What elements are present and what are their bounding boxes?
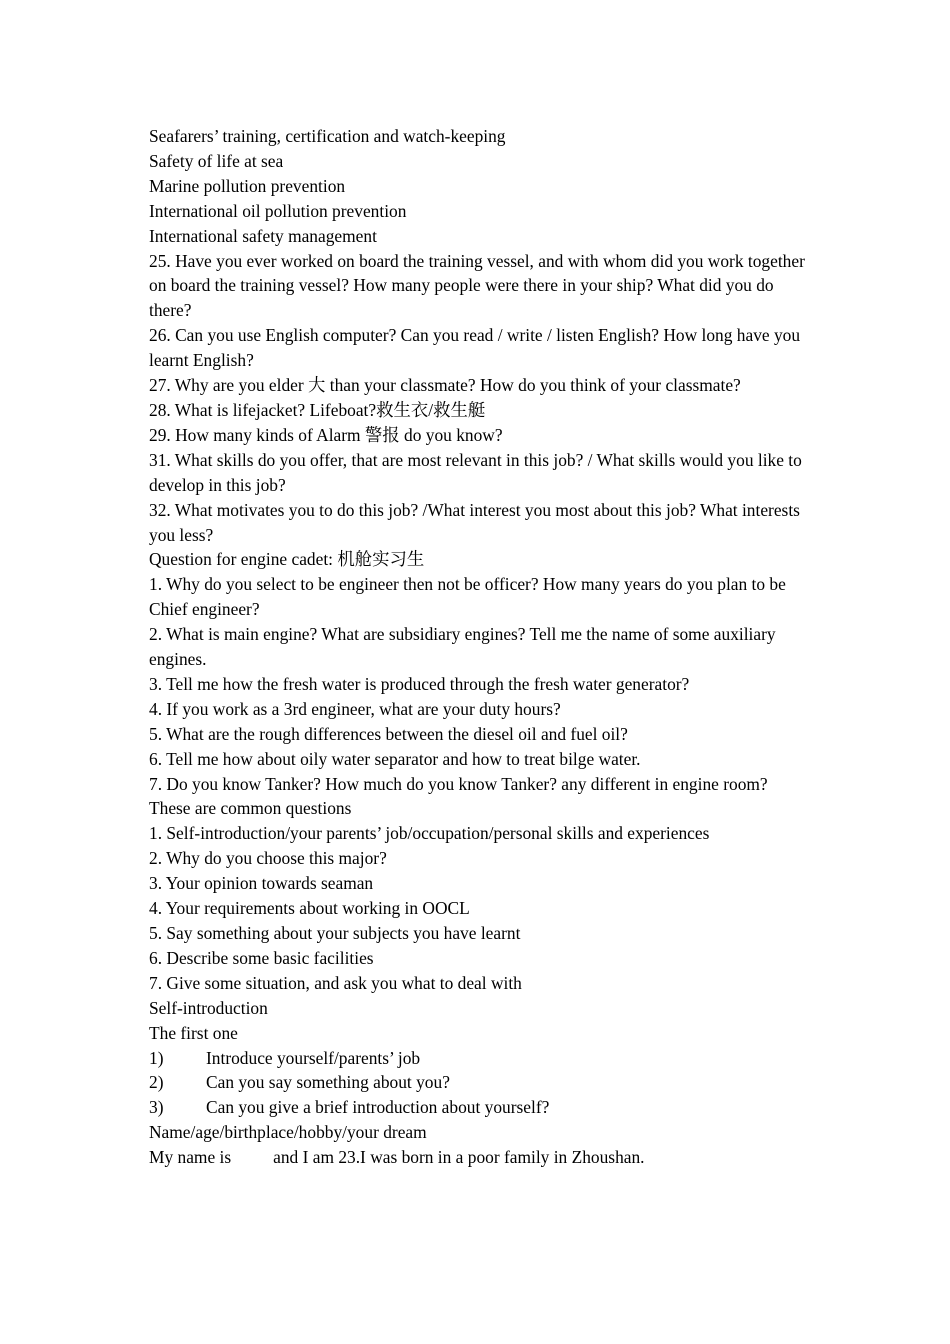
- intro-end: and I am 23.I was born in a poor family in Zhoushan.: [273, 1147, 645, 1168]
- engine-question-3: 3. Tell me how the fresh water is produced through the fresh water generator?: [149, 673, 690, 694]
- intro-start: My name is: [149, 1147, 232, 1168]
- engine-question-2: 2. What is main engine? What are subsidiary engines? Tell me the name of some auxiliary engines.: [149, 624, 776, 670]
- engine-question-1: 1. Why do you select to be engineer then not be officer? How many years do you plan to be Chief engineer?: [149, 574, 786, 620]
- common-question-2: 2. Why do you choose this major?: [149, 848, 387, 869]
- text-line: Seafarers’ training, certification and watch-keeping: [149, 126, 506, 146]
- list-item-number: 1): [149, 1047, 164, 1068]
- common-question-1: 1. Self-introduction/your parents’ job/occupation/personal skills and experiences: [149, 823, 710, 844]
- list-item: [149, 1095, 809, 1120]
- common-question-6: 6. Describe some basic facilities: [149, 947, 374, 968]
- list-item: [149, 1070, 809, 1095]
- question-31: 31. What skills do you offer, that are most relevant in this job? / What skills would you like to develop in this job?: [149, 449, 802, 495]
- section-heading-engine-cadet: Question for engine cadet: 机舱实习生: [149, 549, 425, 570]
- text-line: Safety of life at sea: [149, 150, 284, 171]
- common-question-3: 3. Your opinion towards seaman: [149, 873, 374, 894]
- question-32: 32. What motivates you to do this job? /What interest you most about this job? What interests you less?: [149, 499, 800, 545]
- list-item: [149, 1046, 809, 1071]
- list-item-number: 2): [149, 1072, 164, 1093]
- question-27: 27. Why are you elder 大 than your classmate? How do you think of your classmate?: [149, 375, 741, 396]
- common-question-7: 7. Give some situation, and ask you what to deal with: [149, 972, 522, 993]
- text-line: International oil pollution prevention: [149, 200, 407, 221]
- text-line: Marine pollution prevention: [149, 175, 346, 196]
- text-line: International safety management: [149, 225, 377, 246]
- common-question-4: 4. Your requirements about working in OOCL: [149, 898, 470, 919]
- question-26: 26. Can you use English computer? Can you read / write / listen English? How long have you learnt English?: [149, 325, 801, 371]
- section-heading-common-questions: These are common questions: [149, 798, 352, 819]
- document-body: [149, 124, 809, 1170]
- intro-topics: Name/age/birthplace/hobby/your dream: [149, 1122, 427, 1143]
- intro-sentence: [149, 1145, 809, 1170]
- list-item-text: Can you say something about you?: [206, 1072, 450, 1093]
- list-item-number: 3): [149, 1097, 164, 1118]
- common-question-5: 5. Say something about your subjects you have learnt: [149, 923, 521, 943]
- question-28: 28. What is lifejacket? Lifeboat?救生衣/救生艇: [149, 399, 486, 420]
- question-29: 29. How many kinds of Alarm 警报 do you know?: [149, 424, 503, 445]
- engine-question-7: 7. Do you know Tanker? How much do you know Tanker? any different in engine room?: [149, 773, 768, 794]
- question-25: 25. Have you ever worked on board the training vessel, and with whom did you work together on board the training vessel? How many people were there in your ship? What did you do there?: [149, 250, 805, 321]
- engine-question-4: 4. If you work as a 3rd engineer, what are your duty hours?: [149, 698, 561, 719]
- engine-question-6: 6. Tell me how about oily water separator and how to treat bilge water.: [149, 748, 641, 769]
- section-heading-self-introduction: Self-introduction: [149, 997, 268, 1018]
- list-item-text: Introduce yourself/parents’ job: [206, 1047, 421, 1068]
- engine-question-5: 5. What are the rough differences between the diesel oil and fuel oil?: [149, 723, 628, 744]
- subheading-first-one: The first one: [149, 1022, 238, 1043]
- list-item-text: Can you give a brief introduction about yourself?: [206, 1097, 550, 1118]
